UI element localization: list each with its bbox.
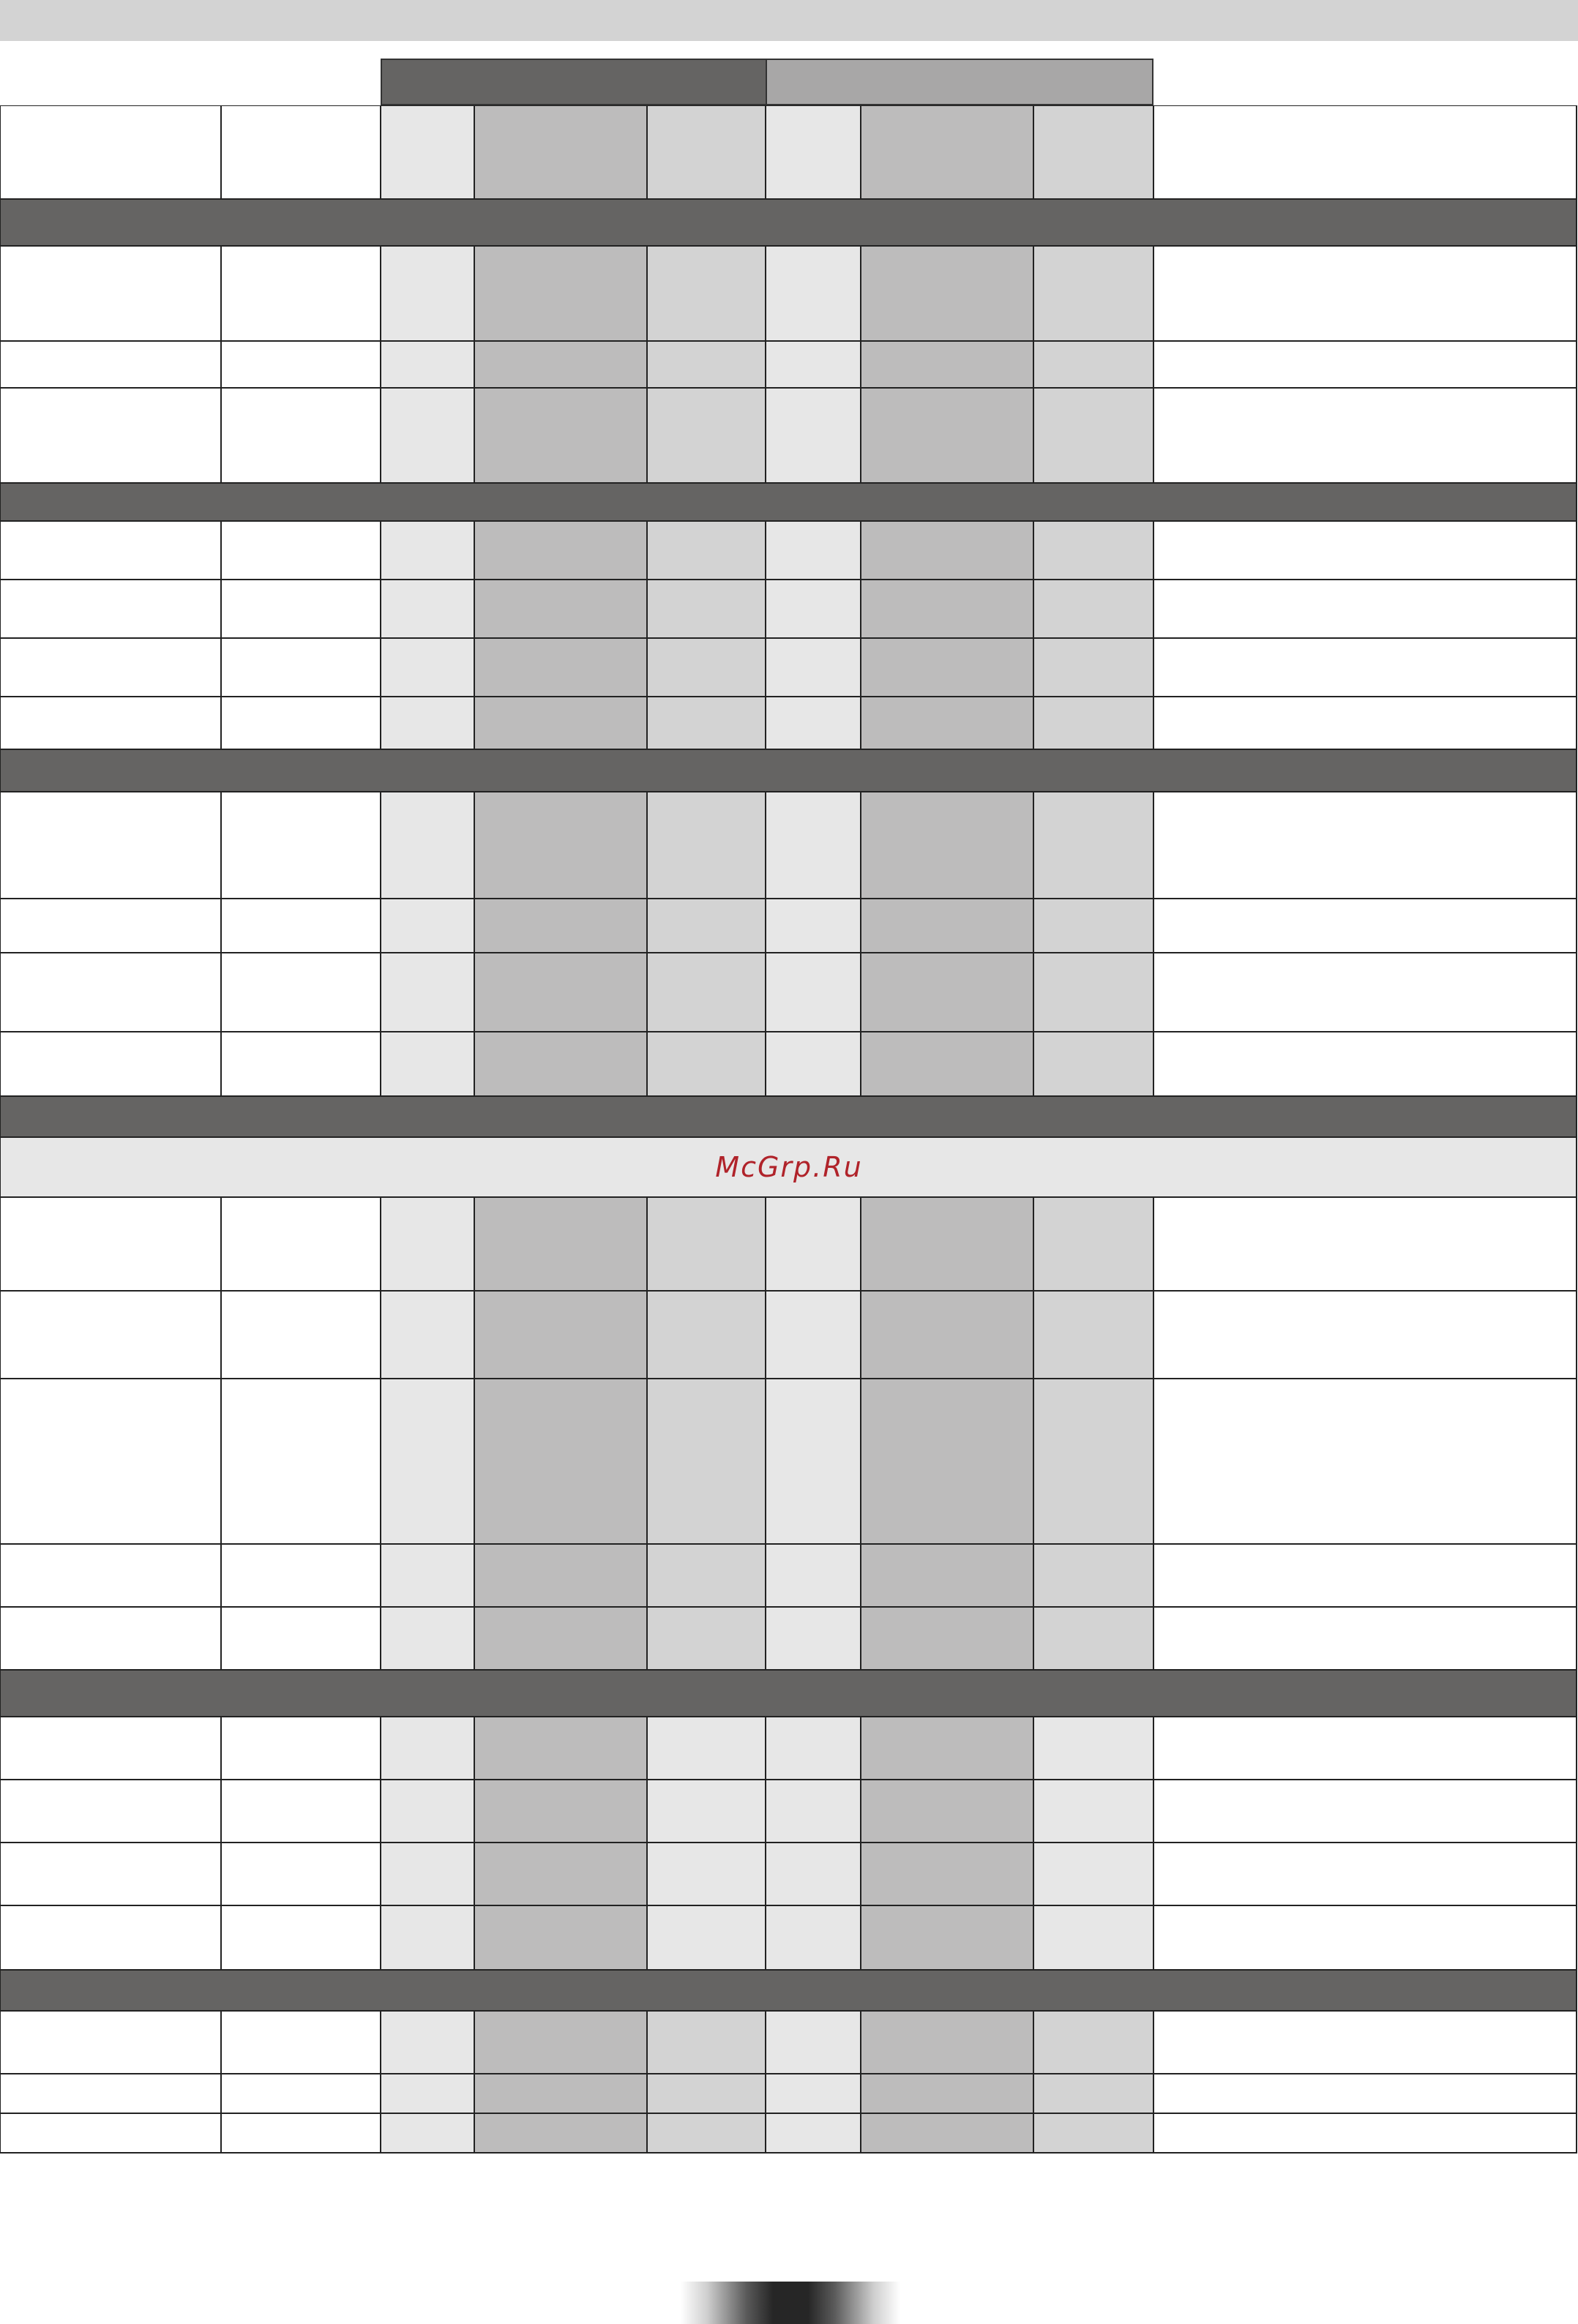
table-cell	[474, 1717, 647, 1780]
table-cell	[0, 792, 221, 899]
table-cell	[1153, 341, 1577, 388]
section-header-bar	[0, 483, 1577, 521]
table-cell	[861, 697, 1033, 749]
table-cell	[0, 2113, 221, 2153]
table-cell	[0, 1905, 221, 1970]
specification-table	[0, 105, 1578, 2154]
table-cell	[861, 1607, 1033, 1670]
table-cell	[474, 2011, 647, 2074]
table-cell	[0, 521, 221, 580]
table-cell	[1153, 1544, 1577, 1607]
table-cell	[474, 638, 647, 697]
table-cell	[1033, 899, 1153, 953]
table-cell	[474, 521, 647, 580]
table-cell	[647, 1032, 766, 1096]
table-cell	[221, 341, 381, 388]
header-cell	[647, 105, 766, 199]
table-cell	[1033, 2074, 1153, 2113]
table-cell	[861, 899, 1033, 953]
table-cell	[381, 388, 474, 483]
table-cell	[766, 899, 861, 953]
section-header-bar	[0, 199, 1577, 246]
table-cell	[221, 2074, 381, 2113]
table-cell	[1153, 1607, 1577, 1670]
header-cell	[474, 105, 647, 199]
table-cell	[221, 1717, 381, 1780]
table-cell	[381, 899, 474, 953]
table-cell	[861, 2074, 1033, 2113]
table-cell	[1033, 697, 1153, 749]
table-cell	[1033, 1291, 1153, 1379]
header-cell	[766, 105, 861, 199]
table-cell	[1153, 899, 1577, 953]
table-cell	[766, 1843, 861, 1905]
table-cell	[381, 1607, 474, 1670]
table-cell	[861, 341, 1033, 388]
table-cell	[221, 521, 381, 580]
table-cell	[221, 697, 381, 749]
table-cell	[861, 1905, 1033, 1970]
table-cell	[0, 1780, 221, 1843]
table-cell	[0, 1607, 221, 1670]
table-cell	[1033, 1544, 1153, 1607]
table-cell	[474, 1291, 647, 1379]
table-cell	[221, 1607, 381, 1670]
table-cell	[1033, 388, 1153, 483]
table-cell	[0, 1843, 221, 1905]
table-cell	[861, 2113, 1033, 2153]
table-cell	[766, 2113, 861, 2153]
table-cell	[766, 388, 861, 483]
table-cell	[381, 521, 474, 580]
table-cell	[1153, 1843, 1577, 1905]
table-cell	[381, 2011, 474, 2074]
table-cell	[1153, 388, 1577, 483]
table-cell	[1153, 2113, 1577, 2153]
column-group-header-right	[766, 59, 1153, 105]
table-cell	[1033, 953, 1153, 1032]
table-cell	[1033, 1379, 1153, 1544]
table-cell	[1153, 638, 1577, 697]
table-cell	[0, 1291, 221, 1379]
table-cell	[766, 953, 861, 1032]
table-cell	[647, 899, 766, 953]
table-cell	[647, 1291, 766, 1379]
table-cell	[766, 521, 861, 580]
table-cell	[381, 341, 474, 388]
table-cell	[1033, 341, 1153, 388]
table-cell	[766, 1291, 861, 1379]
table-cell	[647, 1544, 766, 1607]
table-cell	[474, 1032, 647, 1096]
table-cell	[474, 2074, 647, 2113]
table-cell	[1033, 1032, 1153, 1096]
table-cell	[1033, 246, 1153, 341]
table-cell	[861, 1780, 1033, 1843]
table-cell	[861, 1717, 1033, 1780]
table-cell	[0, 580, 221, 638]
header-cell	[221, 105, 381, 199]
table-cell	[1153, 1780, 1577, 1843]
table-cell	[381, 1843, 474, 1905]
table-cell	[381, 1780, 474, 1843]
table-cell	[381, 2074, 474, 2113]
table-cell	[766, 1544, 861, 1607]
table-cell	[381, 2113, 474, 2153]
table-cell	[0, 388, 221, 483]
table-cell	[381, 697, 474, 749]
table-cell	[861, 388, 1033, 483]
table-cell	[221, 2113, 381, 2153]
table-cell	[474, 341, 647, 388]
table-cell	[861, 1379, 1033, 1544]
table-cell	[1033, 1197, 1153, 1291]
table-cell	[861, 2011, 1033, 2074]
table-cell	[861, 1843, 1033, 1905]
table-cell	[861, 1544, 1033, 1607]
table-cell	[647, 246, 766, 341]
header-cell	[1033, 105, 1153, 199]
table-cell	[861, 638, 1033, 697]
top-bar	[0, 0, 1578, 41]
table-cell	[221, 953, 381, 1032]
table-cell	[1153, 2011, 1577, 2074]
table-cell	[766, 341, 861, 388]
table-cell	[647, 1717, 766, 1780]
table-cell	[221, 1379, 381, 1544]
table-cell	[766, 1905, 861, 1970]
table-cell	[861, 1291, 1033, 1379]
table-cell	[381, 1544, 474, 1607]
table-cell	[0, 1379, 221, 1544]
table-cell	[474, 953, 647, 1032]
table-cell	[861, 953, 1033, 1032]
table-cell	[221, 792, 381, 899]
table-cell	[647, 2011, 766, 2074]
table-cell	[1033, 1717, 1153, 1780]
table-cell	[474, 2113, 647, 2153]
page-number-tab	[681, 2282, 900, 2324]
table-cell	[766, 580, 861, 638]
table-cell	[0, 1032, 221, 1096]
table-cell	[381, 1032, 474, 1096]
table-cell	[1033, 1905, 1153, 1970]
table-cell	[381, 638, 474, 697]
section-header-bar	[0, 749, 1577, 792]
table-cell	[1153, 697, 1577, 749]
table-cell	[221, 899, 381, 953]
watermark-text: McGrp.Ru	[715, 1151, 863, 1183]
table-cell	[1153, 953, 1577, 1032]
table-cell	[1153, 246, 1577, 341]
table-cell	[1153, 1905, 1577, 1970]
table-cell	[1033, 521, 1153, 580]
table-cell	[766, 1379, 861, 1544]
table-cell	[1153, 1379, 1577, 1544]
table-cell	[221, 2011, 381, 2074]
table-cell	[647, 2113, 766, 2153]
table-cell	[766, 792, 861, 899]
table-cell	[381, 953, 474, 1032]
table-cell	[766, 1717, 861, 1780]
table-cell	[1153, 1717, 1577, 1780]
table-cell	[766, 1780, 861, 1843]
header-cell	[1153, 105, 1577, 199]
table-cell	[647, 1780, 766, 1843]
table-cell	[1153, 2074, 1577, 2113]
table-cell	[647, 2074, 766, 2113]
table-cell	[0, 246, 221, 341]
table-cell	[766, 1607, 861, 1670]
table-cell	[474, 1197, 647, 1291]
table-cell	[221, 1780, 381, 1843]
table-cell	[381, 792, 474, 899]
table-cell	[861, 1197, 1033, 1291]
table-cell	[647, 1379, 766, 1544]
table-cell	[647, 792, 766, 899]
table-cell	[647, 1197, 766, 1291]
table-cell	[381, 580, 474, 638]
table-cell	[1153, 792, 1577, 899]
table-cell	[647, 638, 766, 697]
table-cell	[474, 580, 647, 638]
table-cell	[861, 580, 1033, 638]
table-cell	[861, 792, 1033, 899]
table-cell	[766, 638, 861, 697]
table-cell	[766, 246, 861, 341]
table-cell	[1153, 521, 1577, 580]
table-cell	[0, 638, 221, 697]
table-cell	[647, 953, 766, 1032]
table-cell	[474, 246, 647, 341]
table-cell	[0, 2074, 221, 2113]
table-cell	[1153, 1197, 1577, 1291]
table-cell	[1033, 638, 1153, 697]
table-cell	[647, 1905, 766, 1970]
table-cell	[474, 1379, 647, 1544]
table-cell	[861, 521, 1033, 580]
table-cell	[861, 1032, 1033, 1096]
table-cell	[1033, 2113, 1153, 2153]
table-cell	[474, 899, 647, 953]
table-cell	[647, 1843, 766, 1905]
table-cell	[381, 246, 474, 341]
section-header-bar	[0, 1970, 1577, 2011]
table-cell	[647, 388, 766, 483]
table-cell	[474, 697, 647, 749]
table-cell	[221, 1291, 381, 1379]
table-cell	[221, 1544, 381, 1607]
table-cell	[474, 1905, 647, 1970]
table-cell	[474, 1607, 647, 1670]
table-cell	[1033, 1843, 1153, 1905]
table-cell	[474, 1780, 647, 1843]
table-cell	[474, 388, 647, 483]
table-cell	[647, 580, 766, 638]
table-cell	[0, 1197, 221, 1291]
table-cell	[1033, 1780, 1153, 1843]
table-cell	[1033, 1607, 1153, 1670]
table-cell	[381, 1717, 474, 1780]
table-cell	[1153, 1032, 1577, 1096]
table-cell	[381, 1197, 474, 1291]
table-cell	[221, 1197, 381, 1291]
table-cell	[0, 899, 221, 953]
table-cell	[647, 697, 766, 749]
column-group-header-left	[381, 59, 767, 105]
table-cell	[221, 246, 381, 341]
table-cell	[0, 1544, 221, 1607]
section-header-bar	[0, 1670, 1577, 1717]
header-cell	[381, 105, 474, 199]
table-cell	[221, 1032, 381, 1096]
table-cell	[1033, 580, 1153, 638]
table-cell	[0, 953, 221, 1032]
table-cell	[474, 1544, 647, 1607]
table-cell	[1153, 580, 1577, 638]
table-cell	[0, 1717, 221, 1780]
table-cell	[861, 246, 1033, 341]
table-cell	[381, 1905, 474, 1970]
table-cell	[1033, 792, 1153, 899]
header-cell	[861, 105, 1033, 199]
table-cell	[0, 697, 221, 749]
table-cell	[221, 388, 381, 483]
table-cell	[474, 1843, 647, 1905]
table-cell	[221, 1843, 381, 1905]
header-cell	[0, 105, 221, 199]
table-cell	[474, 792, 647, 899]
table-cell	[221, 580, 381, 638]
watermark	[0, 1137, 1578, 1197]
table-cell	[221, 1905, 381, 1970]
table-cell	[0, 341, 221, 388]
table-cell	[647, 341, 766, 388]
table-cell	[381, 1291, 474, 1379]
table-cell	[766, 1197, 861, 1291]
section-header-bar	[0, 1096, 1577, 1137]
table-cell	[0, 2011, 221, 2074]
table-cell	[381, 1379, 474, 1544]
table-cell	[647, 521, 766, 580]
table-cell	[766, 697, 861, 749]
table-cell	[221, 638, 381, 697]
table-cell	[1033, 2011, 1153, 2074]
table-cell	[647, 1607, 766, 1670]
table-cell	[766, 2074, 861, 2113]
table-cell	[766, 1032, 861, 1096]
table-cell	[1153, 1291, 1577, 1379]
table-cell	[766, 2011, 861, 2074]
